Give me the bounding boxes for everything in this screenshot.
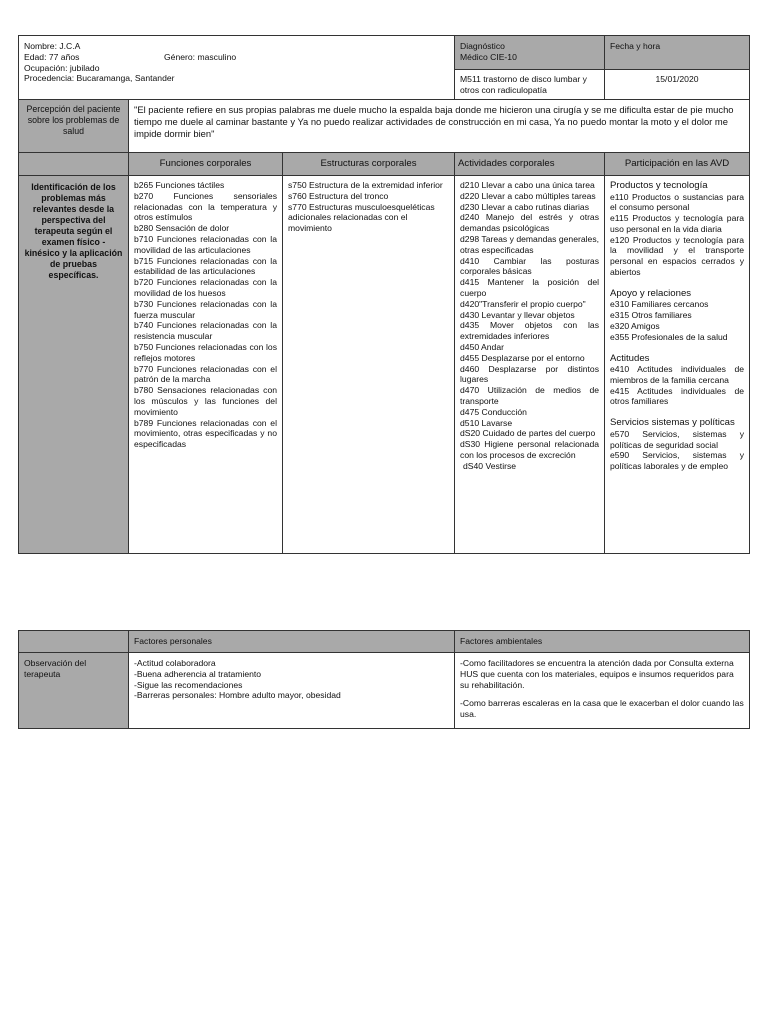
- column-header-participacion: Participación en las AVD: [605, 153, 750, 176]
- list-item: e110 Productos o sustancias para el consumo personal: [610, 191, 745, 213]
- factors-header-ambientales: Factores ambientales: [455, 631, 750, 653]
- list-item: b789 Funciones relacionadas con el movimiento, otras especificadas y no especificadas: [134, 417, 277, 450]
- list-item: e310 Familiares cercanos: [610, 299, 709, 310]
- list-item: b270 Funciones sensoriales relacionadas con la temperatura y otros estímulos: [134, 190, 277, 223]
- group-title: Servicios sistemas y políticas: [610, 417, 735, 429]
- column-header-empty: [19, 153, 129, 176]
- list-item: e590 Servicios, sistemas y políticas laborales y de empleo: [610, 450, 745, 472]
- list-item: s760 Estructura del tronco: [288, 190, 389, 201]
- list-item: b770 Funciones relacionadas con el patrón de la marcha: [134, 363, 277, 385]
- list-item: e410 Actitudes individuales de miembros de la familia cercana: [610, 364, 745, 385]
- list-item: e355 Profesionales de la salud: [610, 331, 728, 342]
- patient-occupation: Ocupación: jubilado: [24, 62, 100, 73]
- list-item: b750 Funciones relacionadas con los reflejos motores: [134, 341, 277, 363]
- column-header-actividades: Actividades corporales: [455, 153, 605, 176]
- list-item: d475 Conducción: [460, 406, 527, 417]
- list-item: -Como barreras escaleras en la casa que le exacerban el dolor cuando las usa.: [460, 698, 744, 720]
- date-header: Fecha y hora: [605, 36, 750, 70]
- factors-table: [18, 630, 750, 729]
- factors-header-empty: [19, 631, 129, 653]
- column-header-funciones: Funciones corporales: [129, 153, 283, 176]
- column-header-estructuras: Estructuras corporales: [283, 153, 455, 176]
- list-item: d220 Llevar a cabo múltiples tareas: [460, 190, 596, 201]
- list-item: -Buena adherencia al tratamiento: [134, 668, 262, 679]
- patient-gender: Género: masculino: [164, 51, 237, 62]
- list-item: d470 Utilización de medios de transporte: [460, 385, 600, 406]
- list-item: d435 Mover objetos con las extremidades inferiores: [460, 320, 600, 342]
- list-item: dS40 Vestirse: [463, 460, 517, 471]
- list-item: d410 Cambiar las posturas corporales básicas: [460, 255, 600, 277]
- group-title: Actitudes: [610, 352, 650, 364]
- list-item: d210 Llevar a cabo una única tarea: [460, 180, 595, 190]
- ambientales-cell: [455, 653, 750, 729]
- list-item: d230 Llevar a cabo rutinas diarias: [460, 201, 590, 212]
- list-item: -Como facilitadores se encuentra la atención dada por Consulta externa HUS que cuenta con los materiales, equipos e insumos requeridos para su rehabilitación.: [460, 658, 734, 690]
- list-item: e315 Otros familiares: [610, 310, 692, 321]
- perception-label: Percepción del paciente sobre los problemas de salud: [19, 100, 129, 153]
- list-item: b265 Funciones táctiles: [134, 180, 225, 190]
- clinical-evaluation-table: [18, 35, 750, 554]
- list-item: d510 Lavarse: [460, 417, 513, 428]
- list-item: b740 Funciones relacionadas con la resistencia muscular: [134, 320, 277, 342]
- date-value: 15/01/2020: [605, 70, 750, 100]
- list-item: d455 Desplazarse por el entorno: [460, 352, 585, 363]
- identification-label: Identificación de los problemas más relevantes desde la perspectiva del terapeuta según el examen físico - kinésico y la aplicación de pruebas específicas.: [19, 176, 129, 554]
- list-item: dS20 Cuidado de partes del cuerpo: [460, 428, 596, 439]
- list-item: e570 Servicios, sistemas y políticas de seguridad social: [610, 428, 745, 450]
- list-item: e320 Amigos: [610, 320, 660, 331]
- list-item: d240 Manejo del estrés y otras demandas psicológicas: [460, 212, 600, 234]
- patient-age: Edad: 77 años: [24, 51, 80, 62]
- factors-header-personales: Factores personales: [129, 631, 455, 653]
- list-item: b720 Funciones relacionadas con la movilidad de los huesos: [134, 277, 277, 298]
- list-item: s770 Estructuras musculoesqueléticas adicionales relacionadas con el movimiento: [288, 201, 435, 234]
- list-item: e120 Productos y tecnología para la movilidad y el transporte personal en espacios cerrados y abiertos: [610, 234, 745, 278]
- group-title: Apoyo y relaciones: [610, 287, 692, 299]
- perception-quote: "El paciente refiere en sus propias palabras me duele mucho la espalda baja donde me hicieron una cirugía y se me dificulta estar de pie mucho tiempo me duele al caminar bastante y Ya no puedo realizar actividades de construcción en mi casa, Ya no puedo montar la moto y el dolor me impide dormir bien": [129, 100, 750, 153]
- list-item: b710 Funciones relacionadas con la movilidad de las articulaciones: [134, 233, 277, 255]
- estructuras-cell: [283, 176, 455, 554]
- diagnosis-header: Diagnóstico Médico CIE-10: [455, 36, 605, 70]
- list-item: e415 Actitudes individuales de otros familiares: [610, 385, 745, 407]
- list-item: -Actitud colaboradora: [134, 658, 216, 668]
- list-item: -Sigue las recomendaciones: [134, 679, 243, 690]
- list-item: d460 Desplazarse por distintos lugares: [460, 363, 600, 385]
- actividades-cell: [455, 176, 605, 554]
- list-item: b715 Funciones relacionadas con la estabilidad de las articulaciones: [134, 255, 277, 277]
- list-item: d415 Mantener la posición del cuerpo: [460, 277, 600, 298]
- list-item: d420"Transferir el propio cuerpo": [460, 298, 586, 309]
- diagnosis-value: M511 trastorno de disco lumbar y otros con radiculopatía: [455, 70, 605, 100]
- group-title: Productos y tecnología: [610, 180, 708, 191]
- funciones-cell: [129, 176, 283, 554]
- observation-label: Observación del terapeuta: [19, 653, 129, 729]
- patient-origin: Procedencia: Bucaramanga, Santander: [24, 73, 175, 84]
- list-item: e115 Productos y tecnología para uso personal en la vida diaria: [610, 213, 745, 234]
- list-item: d450 Andar: [460, 341, 504, 352]
- list-item: d298 Tareas y demandas generales, otras especificadas: [460, 233, 600, 255]
- list-item: b730 Funciones relacionadas con la fuerza muscular: [134, 298, 277, 320]
- list-item: s750 Estructura de la extremidad inferior: [288, 180, 443, 190]
- list-item: b780 Sensaciones relacionadas con los músculos y las funciones del movimiento: [134, 385, 277, 417]
- patient-name: Nombre: J.C.A: [24, 41, 81, 51]
- list-item: d430 Levantar y llevar objetos: [460, 309, 575, 320]
- participacion-cell: [605, 176, 750, 554]
- list-item: dS30 Higiene personal relacionada con los procesos de excreción: [460, 439, 600, 460]
- patient-info-cell: [19, 36, 455, 100]
- personales-cell: [129, 653, 455, 729]
- list-item: b280 Sensación de dolor: [134, 223, 230, 234]
- list-item: -Barreras personales: Hombre adulto mayor, obesidad: [134, 690, 341, 701]
